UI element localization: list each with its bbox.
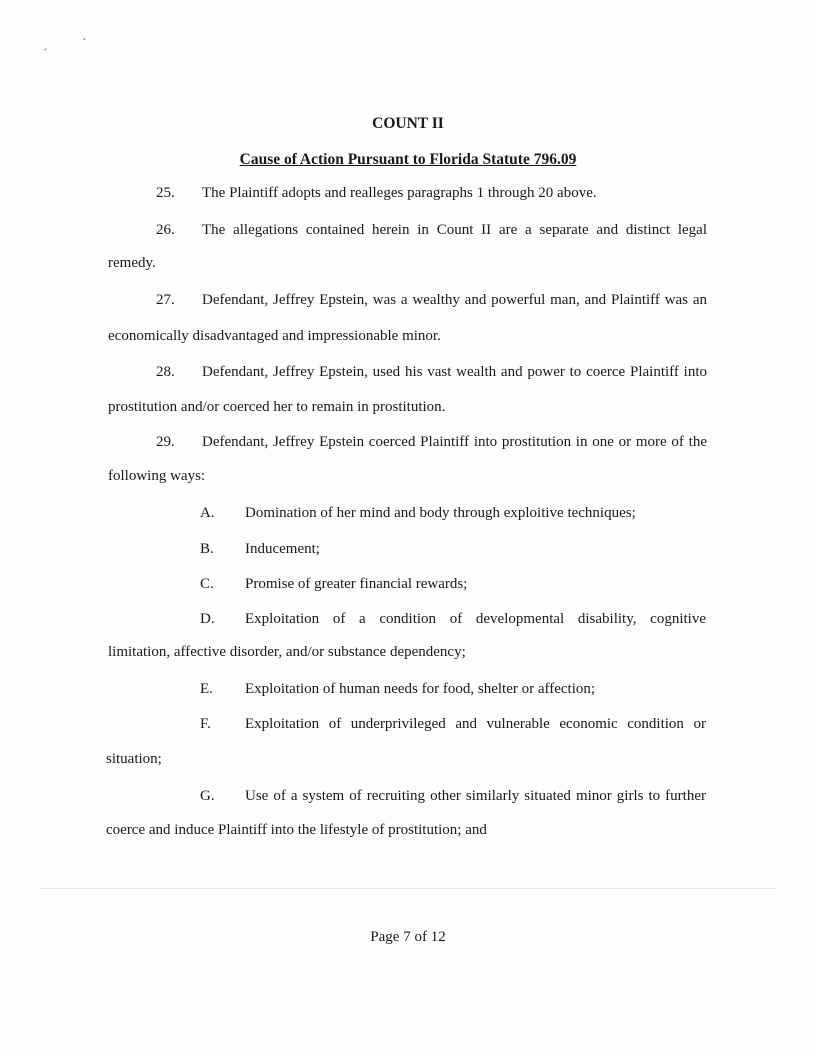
list-item-line: limitation, affective disorder, and/or substance dependency; [108, 644, 466, 660]
paragraph-line: Defendant, Jeffrey Epstein, was a wealthy and powerful man, and Plaintiff was an [202, 292, 707, 308]
paragraph-line: remedy. [108, 255, 156, 271]
list-item-letter: D. [200, 611, 215, 627]
count-heading: COUNT II [372, 115, 444, 132]
paragraph-number: 28. [156, 364, 175, 380]
paragraph-number: 26. [156, 222, 175, 238]
paragraph-line: Defendant, Jeffrey Epstein coerced Plaintiff into prostitution in one or more of the [202, 434, 707, 450]
list-item-line: coerce and induce Plaintiff into the lifestyle of prostitution; and [106, 822, 487, 838]
list-item-line: Inducement; [245, 541, 320, 557]
list-item-letter: A. [200, 505, 215, 521]
paragraph-line: economically disadvantaged and impressionable minor. [108, 328, 441, 344]
list-item-line: Use of a system of recruiting other similarly situated minor girls to further [245, 788, 706, 804]
list-item-line: Domination of her mind and body through exploitive techniques; [245, 505, 636, 521]
list-item-letter: F. [200, 716, 211, 732]
list-item-line: Exploitation of a condition of developmental disability, cognitive [245, 611, 706, 627]
scan-speck: ‘ [38, 46, 49, 57]
paragraph-line: following ways: [108, 468, 206, 484]
list-item-letter: C. [200, 576, 214, 592]
page-number: Page 7 of 12 [370, 929, 446, 945]
cause-of-action-text: Cause of Action Pursuant to Florida Statute 796.09 [239, 151, 577, 168]
paragraph-number: 29. [156, 434, 175, 450]
list-item-line: situation; [106, 751, 162, 767]
list-item-letter: B. [200, 541, 214, 557]
scan-speck: ‘ [81, 35, 90, 48]
paragraph-number: 27. [156, 292, 175, 308]
paragraph-number: 25. [156, 185, 175, 201]
paragraph-line: prostitution and/or coerced her to remain in prostitution. [108, 399, 446, 415]
paragraph-line: The Plaintiff adopts and realleges paragraphs 1 through 20 above. [202, 185, 597, 201]
list-item-line: Exploitation of human needs for food, shelter or affection; [245, 681, 596, 697]
paragraph-line: Defendant, Jeffrey Epstein, used his vast wealth and power to coerce Plaintiff into [202, 364, 707, 380]
list-item-letter: E. [200, 681, 213, 697]
list-item-line: Promise of greater financial rewards; [245, 576, 468, 592]
list-item-line: Exploitation of underprivileged and vulnerable economic condition or [245, 716, 706, 732]
cause-of-action-heading [0, 151, 816, 169]
list-item-letter: G. [200, 788, 215, 804]
paragraph-line: The allegations contained herein in Count II are a separate and distinct legal [202, 222, 707, 238]
footer-divider [40, 888, 776, 889]
